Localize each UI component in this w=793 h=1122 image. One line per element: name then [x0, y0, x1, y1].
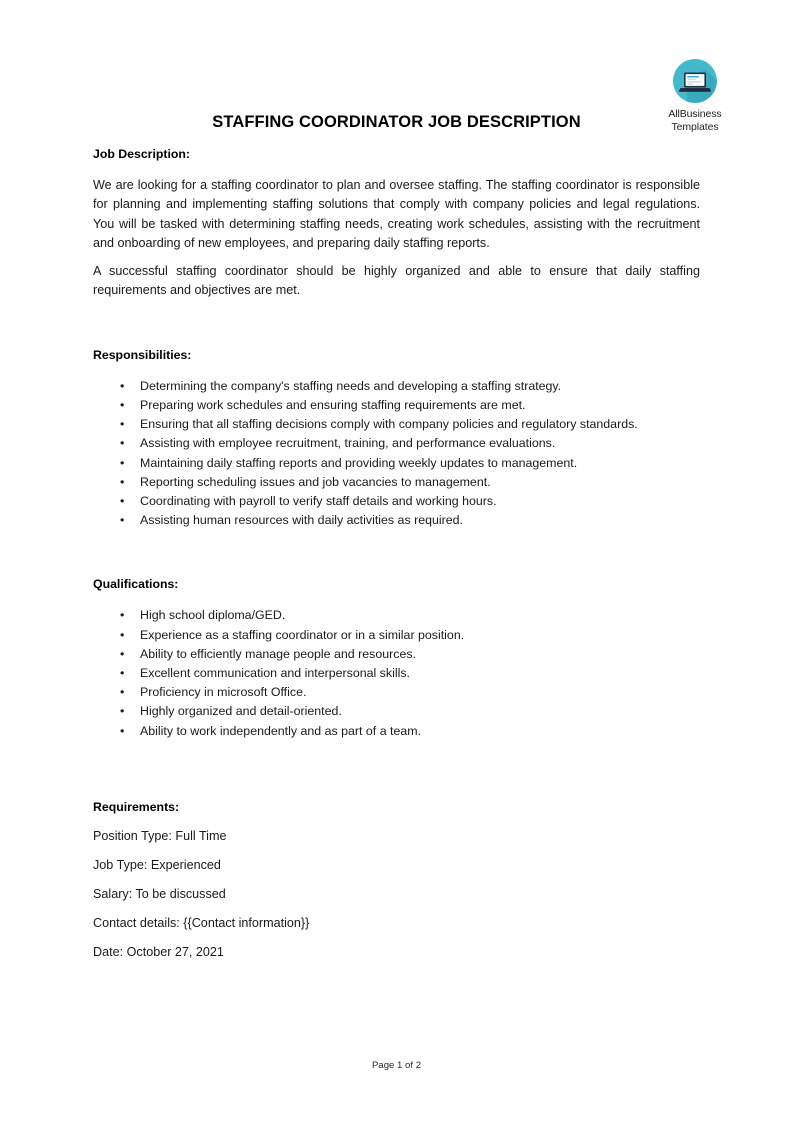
requirement-contact-details: Contact details: {{Contact information}} [93, 915, 310, 930]
list-item-label: Maintaining daily staffing reports and providing weekly updates to management. [140, 455, 578, 470]
list-item-label: Preparing work schedules and ensuring staffing requirements are met. [140, 397, 526, 412]
bullet-icon: • [120, 455, 125, 470]
document-body [93, 0, 700, 960]
qualifications-heading: Qualifications: [93, 577, 179, 592]
list-item-label: Highly organized and detail-oriented. [140, 704, 342, 719]
list-item [93, 454, 700, 473]
list-item [93, 722, 700, 741]
list-item [93, 645, 700, 664]
list-item-label: Coordinating with payroll to verify staff details and working hours. [140, 494, 497, 508]
qualifications-list [93, 606, 700, 740]
list-item [93, 377, 700, 396]
bullet-icon: • [120, 397, 125, 412]
bullet-icon: • [120, 627, 125, 642]
logo-caption-line2: Templates [671, 121, 719, 133]
bullet-icon: • [120, 704, 125, 719]
list-item [93, 492, 700, 511]
list-item-label: Assisting human resources with daily activities as required. [140, 513, 463, 528]
list-item [93, 626, 700, 645]
list-item-label: Proficiency in microsoft Office. [140, 685, 307, 700]
bullet-icon: • [120, 723, 125, 738]
bullet-icon: • [120, 378, 125, 393]
requirements-heading: Requirements: [93, 799, 180, 814]
requirement-date: Date: October 27, 2021 [93, 944, 224, 959]
bullet-icon: • [120, 436, 125, 451]
bullet-icon: • [120, 608, 125, 623]
list-item [93, 702, 700, 721]
list-item [93, 511, 700, 530]
list-item [93, 434, 700, 453]
list-item-label: Ability to work independently and as part of a team. [140, 723, 422, 738]
page-footer: Page 1 of 2 [371, 1060, 422, 1071]
list-item-label: Excellent communication and interpersonal skills. [140, 666, 410, 681]
list-item [93, 683, 700, 702]
list-item-label: Determining the company's staffing needs and developing a staffing strategy. [140, 378, 562, 393]
logo-caption-line1: AllBusiness [668, 108, 722, 120]
bullet-icon: • [120, 666, 125, 681]
requirement-salary: Salary: To be discussed [93, 886, 226, 901]
bullet-icon: • [120, 417, 125, 432]
list-item [93, 606, 700, 625]
list-item-label: Assisting with employee recruitment, training, and performance evaluations. [140, 436, 556, 451]
list-item [93, 473, 700, 492]
requirement-position-type: Position Type: Full Time [93, 828, 227, 843]
list-item-label: Experience as a staffing coordinator or in a similar position. [140, 627, 465, 642]
list-item-label: Reporting scheduling issues and job vacancies to management. [140, 474, 491, 489]
list-item [93, 664, 700, 683]
bullet-icon: • [120, 513, 125, 528]
page-title: STAFFING COORDINATOR JOB DESCRIPTION [212, 113, 581, 131]
list-item-label: Ensuring that all staffing decisions comply with company policies and regulatory standards. [140, 417, 638, 432]
list-item [93, 415, 700, 434]
job-description-paragraph-2: A successful staffing coordinator should be highly organized and able to ensure that daily staffing requirements and objectives are met. [93, 264, 700, 298]
job-description-heading: Job Description: [93, 147, 191, 161]
list-item-label: Ability to efficiently manage people and resources. [140, 646, 416, 661]
requirement-job-type: Job Type: Experienced [93, 857, 221, 872]
bullet-icon: • [120, 685, 125, 700]
responsibilities-heading: Responsibilities: [93, 347, 192, 362]
list-item-label: High school diploma/GED. [140, 608, 286, 623]
bullet-icon: • [120, 494, 125, 508]
job-description-paragraph-1: We are looking for a staffing coordinator to plan and oversee staffing. The staffing coordinator is responsible for planning and implementing staffing solutions that comply with company policies and legal regulations. You will be tasked with determining staffing needs, creating work schedules, assisting with the recruitment and onboarding of new employees, and preparing daily staffing reports. [93, 178, 700, 250]
bullet-icon: • [120, 646, 125, 661]
bullet-icon: • [120, 474, 125, 489]
list-item [93, 396, 700, 415]
responsibilities-list [93, 377, 700, 531]
